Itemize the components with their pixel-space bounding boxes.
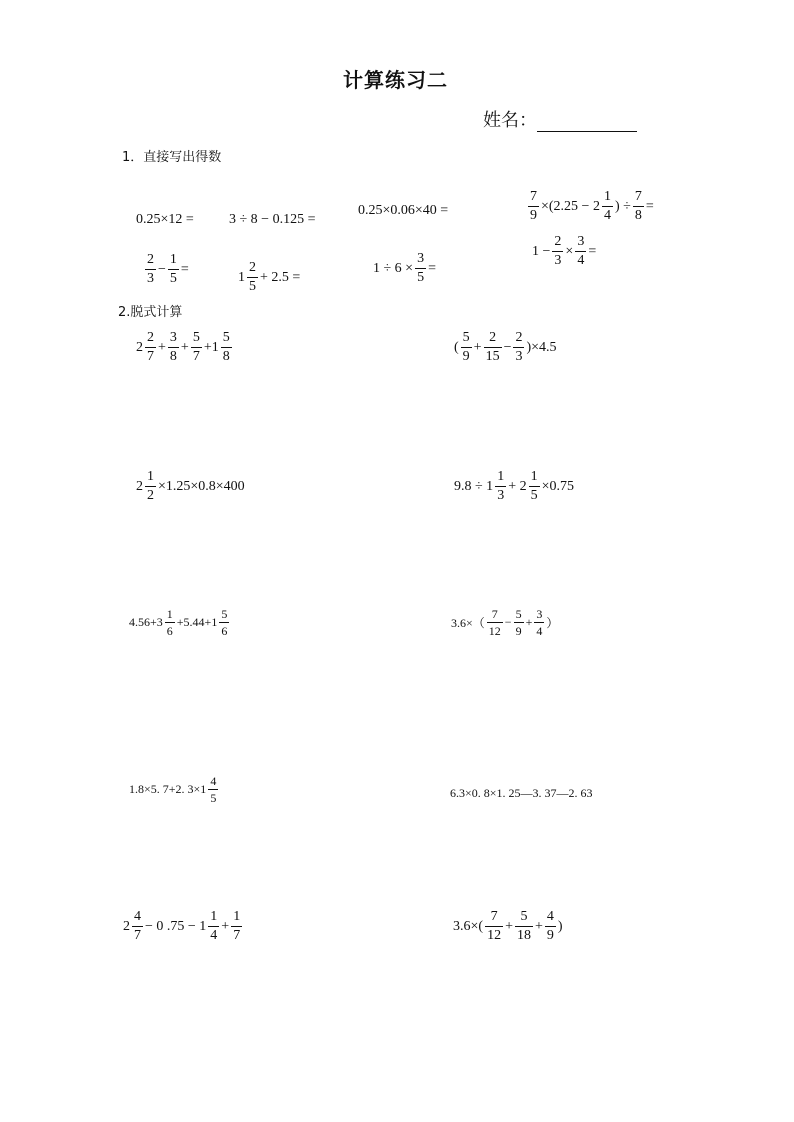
- expr-text: + 2: [508, 478, 527, 494]
- numerator: 2: [147, 252, 154, 267]
- fraction: [191, 331, 202, 364]
- expr-text: 2: [136, 339, 143, 355]
- expr: [449, 786, 594, 801]
- expr-text: ): [557, 918, 563, 934]
- expr-text: +: [534, 918, 543, 934]
- numerator: 5: [221, 607, 228, 621]
- expr-text: +: [158, 339, 166, 355]
- expr-text: 3.6×(: [453, 918, 484, 934]
- numerator: 1: [497, 469, 505, 484]
- expr: [128, 775, 219, 804]
- fraction: [231, 910, 242, 943]
- fraction: [487, 608, 503, 637]
- numerator: 1: [233, 909, 241, 924]
- expr-text: ）: [546, 616, 559, 630]
- denominator: 4: [210, 928, 218, 943]
- numerator: 1: [166, 607, 173, 621]
- denominator: 2: [147, 488, 154, 503]
- expr: [357, 203, 449, 219]
- expr-text: +1: [203, 339, 219, 355]
- expr: [527, 190, 655, 223]
- fraction: [528, 190, 539, 223]
- fraction: [461, 331, 472, 364]
- expr-text: )×4.5: [526, 339, 557, 355]
- expr-text: =: [588, 243, 597, 259]
- expr-text: 1 −: [532, 243, 551, 259]
- denominator: 3: [497, 488, 505, 503]
- expr: [144, 253, 190, 286]
- expr-text: 0.25×0.06×40 =: [358, 203, 449, 218]
- fraction: [485, 910, 503, 943]
- numerator: 5: [222, 330, 230, 345]
- fraction: [145, 331, 156, 364]
- denominator: 7: [192, 349, 200, 364]
- expr-text: −: [503, 339, 512, 355]
- denominator: 4: [577, 253, 585, 268]
- numerator: 2: [489, 330, 497, 345]
- numerator: 3: [536, 607, 543, 621]
- expr: [135, 331, 233, 364]
- numerator: 3: [169, 330, 177, 345]
- numerator: 1: [210, 909, 218, 924]
- denominator: 4: [603, 208, 611, 223]
- section1-heading: 1．直接写出得数: [122, 150, 222, 165]
- expr: [135, 470, 246, 503]
- denominator: 3: [147, 271, 154, 286]
- expr-text: 4.56+3: [129, 615, 163, 629]
- expr-text: 3 ÷ 8 − 0.125 =: [229, 212, 316, 227]
- fraction: [165, 608, 175, 637]
- denominator: 7: [147, 349, 154, 364]
- fraction: [514, 608, 524, 637]
- denominator: 9: [462, 349, 470, 364]
- denominator: 5: [417, 270, 425, 285]
- denominator: 5: [530, 488, 538, 503]
- expr: [372, 252, 437, 285]
- denominator: 3: [515, 349, 523, 364]
- numerator: 2: [554, 234, 562, 249]
- expr: [135, 212, 195, 228]
- expr-text: (: [454, 339, 459, 355]
- numerator: 5: [515, 607, 522, 621]
- expr-text: +: [221, 918, 230, 934]
- denominator: 12: [488, 624, 501, 638]
- denominator: 5: [210, 791, 217, 805]
- denominator: 8: [634, 208, 642, 223]
- expr: [452, 910, 564, 943]
- denominator: 12: [487, 928, 502, 943]
- fraction: [145, 253, 156, 286]
- denominator: 4: [536, 624, 543, 638]
- denominator: 7: [233, 928, 241, 943]
- expr-text: −: [158, 261, 166, 277]
- page-title: 计算练习二: [343, 68, 448, 92]
- fraction: [208, 775, 218, 804]
- numerator: 4: [210, 774, 217, 788]
- name-label: 姓名：: [483, 110, 537, 131]
- expr-text: 2: [136, 478, 143, 494]
- expr-text: +: [180, 339, 189, 355]
- expr-text: ) ÷: [614, 198, 631, 214]
- fraction: [132, 910, 143, 943]
- numerator: 5: [192, 330, 200, 345]
- numerator: 2: [249, 260, 256, 275]
- numerator: 3: [577, 234, 585, 249]
- fraction: [515, 910, 533, 943]
- denominator: 9: [546, 928, 554, 943]
- expr-text: =: [428, 260, 436, 276]
- expr-text: + 2.5 =: [260, 269, 301, 285]
- fraction: [513, 331, 524, 364]
- fraction: [529, 470, 540, 503]
- expr-text: =: [645, 198, 654, 214]
- expr-text: ×: [565, 243, 574, 259]
- numerator: 1: [603, 189, 611, 204]
- fraction: [247, 261, 258, 294]
- fraction: [145, 470, 156, 503]
- fraction: [545, 910, 556, 943]
- denominator: 8: [222, 349, 230, 364]
- expr-text: 1 ÷ 6 ×: [373, 260, 414, 276]
- numerator: 7: [634, 189, 642, 204]
- expr: [453, 470, 575, 503]
- fraction: [633, 190, 644, 223]
- expr-text: +5.44+1: [176, 615, 218, 629]
- numerator: 1: [530, 469, 538, 484]
- expr-text: +: [473, 339, 482, 355]
- expr-text: 0.25×12 =: [136, 212, 194, 227]
- expr-text: 2: [123, 918, 130, 934]
- fraction: [221, 331, 232, 364]
- numerator: 2: [515, 330, 523, 345]
- numerator: 7: [530, 189, 537, 204]
- name-blank-line: [537, 111, 637, 132]
- expr: [237, 261, 301, 294]
- expr-text: − 0 .75 − 1: [145, 918, 207, 934]
- expr: [228, 212, 316, 228]
- expr-text: ×0.75: [541, 478, 574, 494]
- fraction: [552, 235, 563, 268]
- numerator: 3: [417, 251, 425, 266]
- denominator: 3: [554, 253, 562, 268]
- expr: [531, 235, 597, 268]
- numerator: 2: [147, 330, 154, 345]
- expr-text: 1.8×5. 7+2. 3×1: [129, 782, 207, 796]
- fraction: [534, 608, 544, 637]
- denominator: 9: [530, 208, 537, 223]
- expr: [450, 608, 559, 637]
- expr-text: +: [525, 615, 533, 629]
- denominator: 5: [249, 279, 256, 294]
- expr-text: +: [505, 918, 513, 934]
- fraction: [168, 253, 179, 286]
- fraction: [415, 252, 426, 285]
- denominator: 7: [134, 928, 141, 943]
- numerator: 1: [169, 252, 177, 267]
- expr-text: −: [504, 615, 512, 629]
- fraction: [219, 608, 229, 637]
- name-field[interactable]: [483, 106, 637, 132]
- expr: [128, 608, 230, 637]
- fraction: [602, 190, 613, 223]
- numerator: 4: [134, 909, 141, 924]
- section2-heading: 2.脱式计算: [118, 305, 183, 320]
- expr-text: 9.8 ÷ 1: [454, 478, 494, 494]
- denominator: 6: [221, 624, 228, 638]
- fraction: [168, 331, 179, 364]
- numerator: 1: [147, 469, 154, 484]
- numerator: 4: [546, 909, 554, 924]
- numerator: 7: [491, 607, 498, 621]
- expr-text: 1: [238, 269, 245, 285]
- expr-text: =: [180, 261, 189, 277]
- fraction: [208, 910, 219, 943]
- expr-text: ×(2.25 − 2: [541, 198, 600, 214]
- numerator: 5: [520, 909, 528, 924]
- fraction: [484, 331, 502, 364]
- fraction: [575, 235, 586, 268]
- expr: [453, 331, 558, 364]
- denominator: 5: [169, 271, 177, 286]
- expr: [122, 910, 243, 943]
- fraction: [495, 470, 506, 503]
- expr-text: 6.3×0. 8×1. 25—3. 37—2. 63: [450, 786, 593, 800]
- denominator: 15: [485, 349, 500, 364]
- denominator: 9: [515, 624, 522, 638]
- numerator: 5: [462, 330, 470, 345]
- expr-text: ×1.25×0.8×400: [158, 478, 245, 494]
- numerator: 7: [490, 909, 498, 924]
- denominator: 18: [516, 928, 531, 943]
- expr-text: 3.6×（: [451, 616, 485, 630]
- denominator: 8: [169, 349, 177, 364]
- denominator: 6: [166, 624, 173, 638]
